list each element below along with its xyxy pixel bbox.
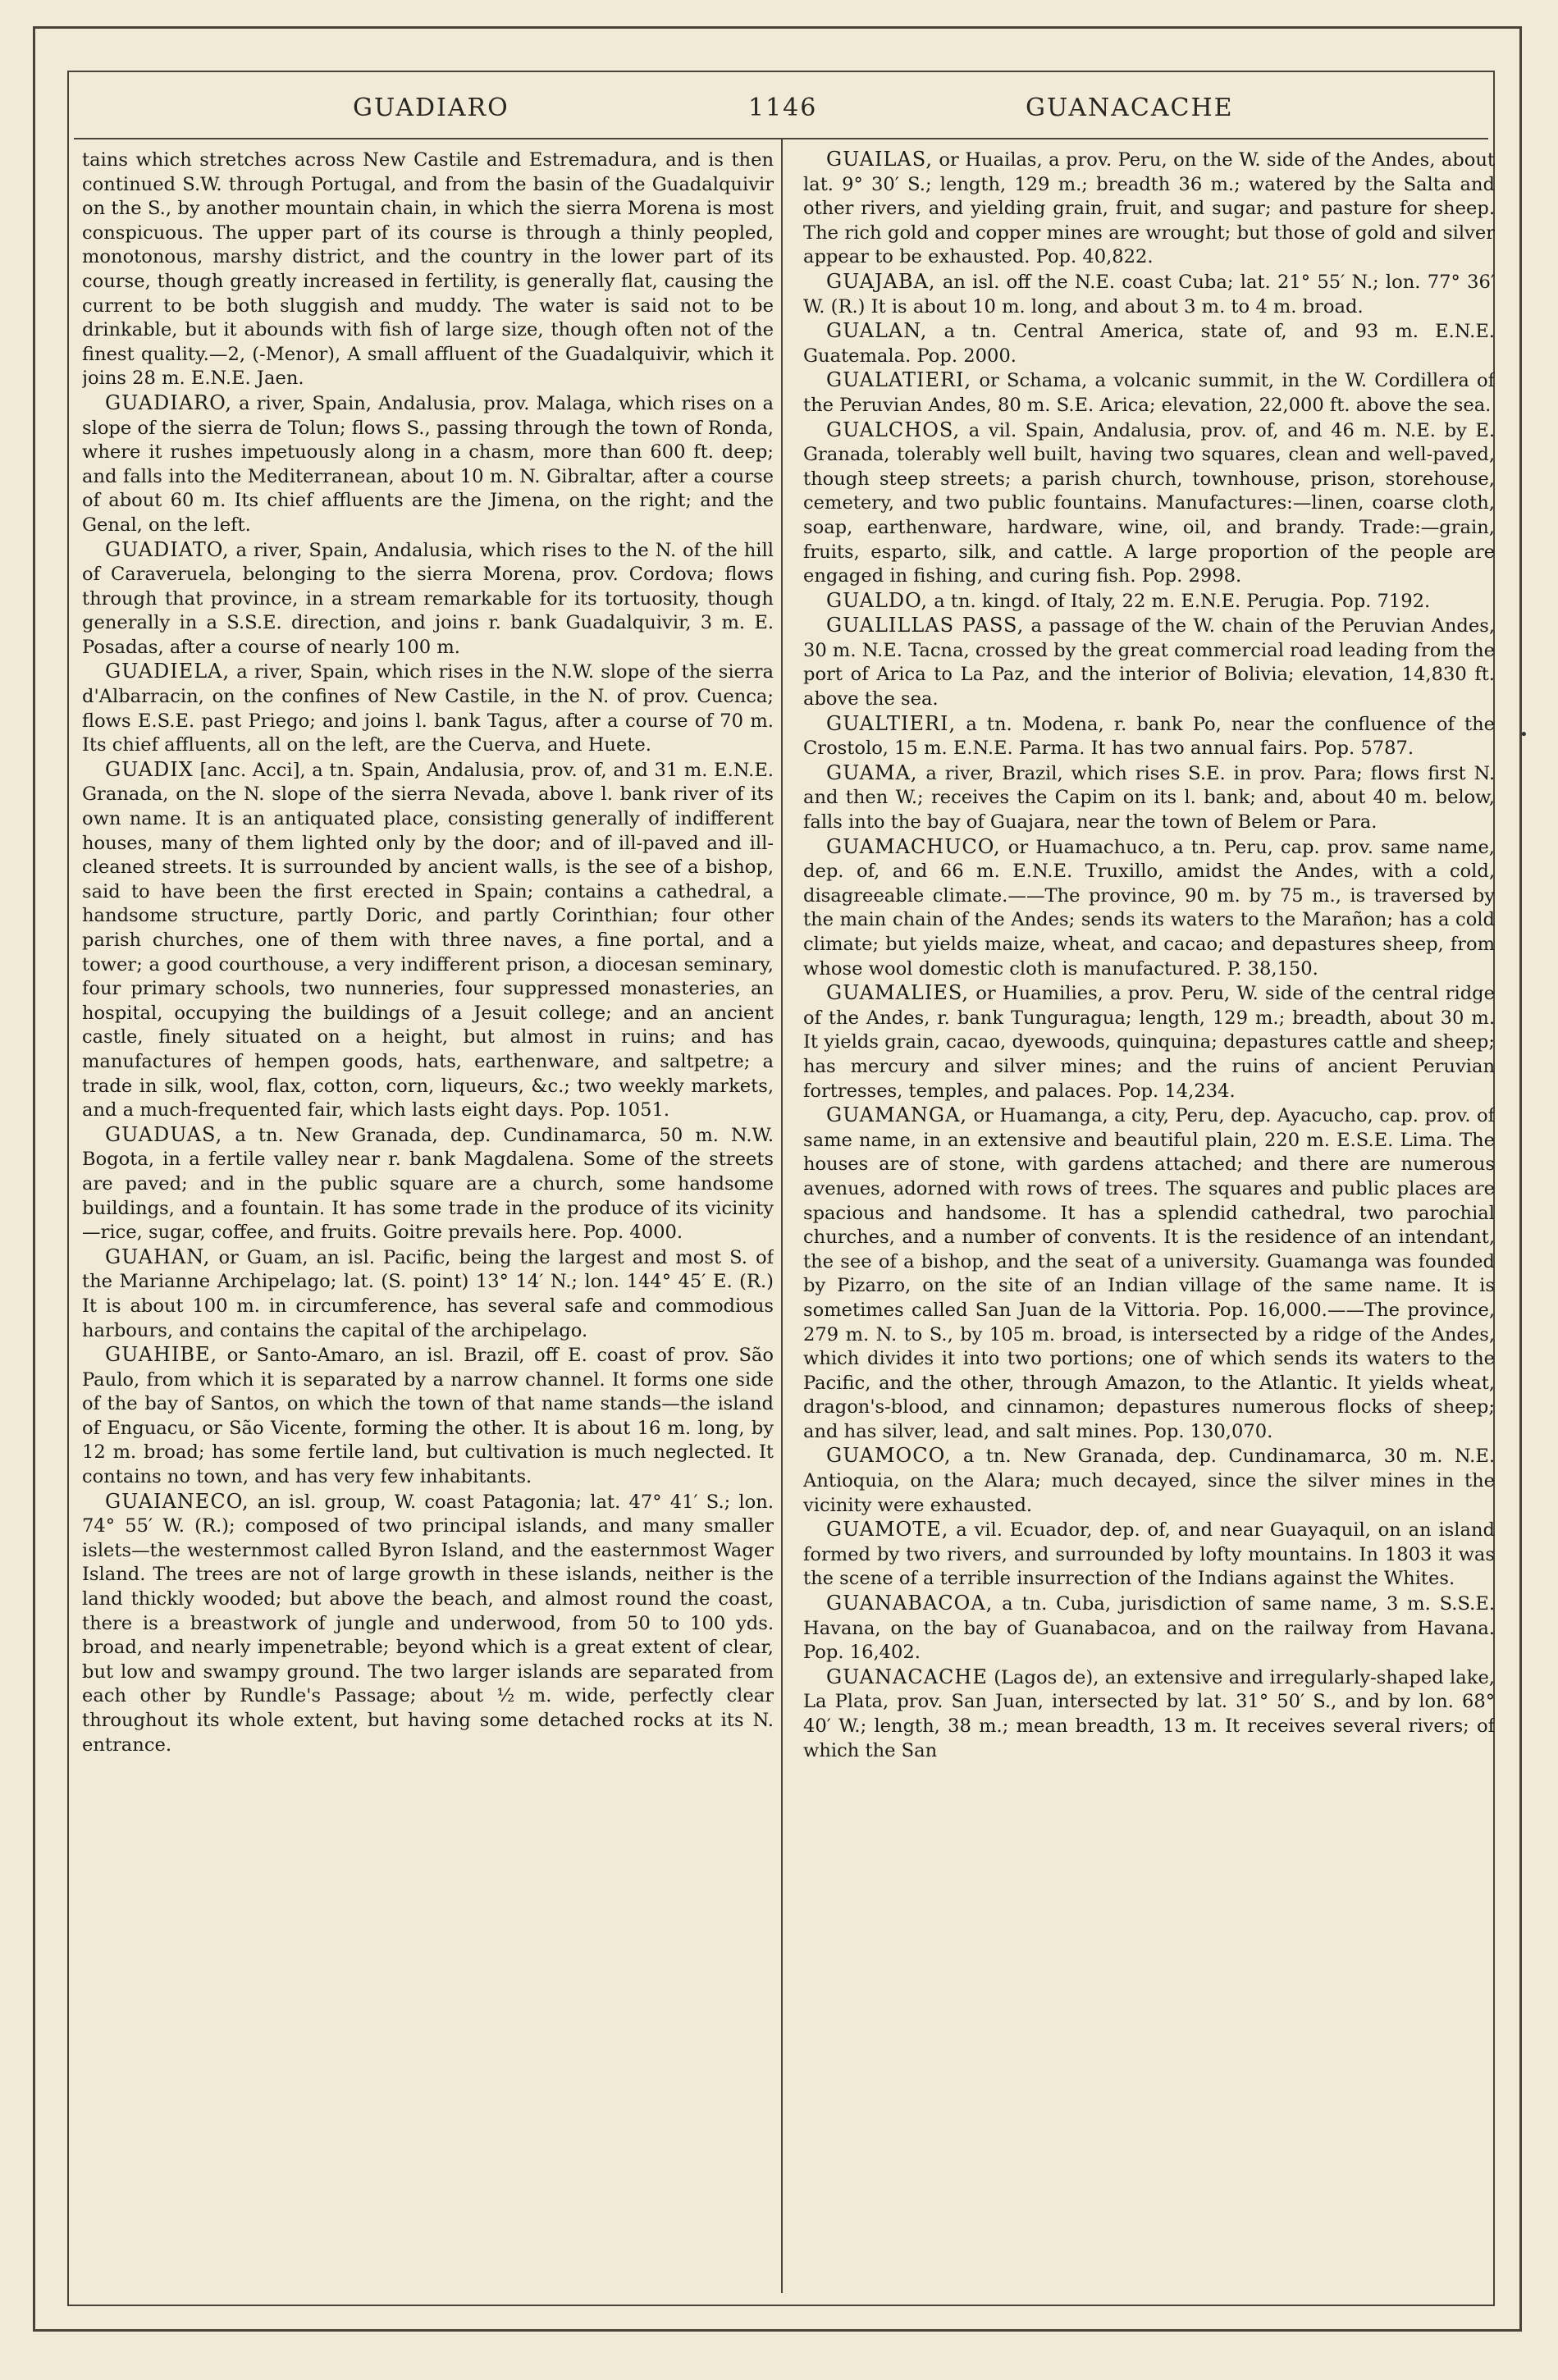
entry — [803, 1518, 1495, 1592]
entry — [803, 368, 1495, 418]
entry-text: or Huamilies, a prov. Peru, W. side of the central ridge of the Andes, r. bank Tunguragua; length, 129 m.; breadth, about 30 m. It yields grain, cacao, dyewoods, quinquina; depastures cattle and sheep; has mercury and silver mines; and the ruins of ancient Peruvian fortresses, temples, and palaces. Pop. 14,234. — [803, 983, 1495, 1102]
entry-headword: GUADIATO, — [105, 537, 230, 561]
entry — [82, 1245, 774, 1343]
entry-text: a vil. Ecuador, dep. of, and near Guayaquil, on an island formed by two rivers, and surrounded by lofty mountains. In 1803 it was the scene of a terrible insurrection of the Indians against the Whites. — [803, 1519, 1495, 1590]
entry-headword: GUANACACHE — [826, 1665, 988, 1688]
entry-headword: GUALATIERI, — [826, 368, 972, 392]
entry-text: or Santo-Amaro, an isl. Brazil, off E. coast of prov. São Paulo, from which it is separated by a narrow channel. It forms one side of the bay of Santos, on which the town of that name stands—the island of Enguacu, or São Vicente, forming the other. It is about 16 m. long, by 12 m. broad; has some fertile land, but cultivation is much neglected. It contains no town, and has very few inhabitants. — [82, 1345, 774, 1488]
entry — [82, 1123, 774, 1245]
entry-text: a tn. Cuba, jurisdiction of same name, 3 m. S.S.E. Havana, on the bay of Guanabacoa, and on the railway from Havana. Pop. 16,402. — [803, 1593, 1495, 1664]
entry-text: or Schama, a volcanic summit, in the W. Cordillera of the Peruvian Andes, 80 m. S.E. Arica; elevation, 22,000 ft. above the sea. — [803, 370, 1495, 416]
entry-headword: GUADIARO, — [105, 391, 233, 414]
entry-headword: GUALAN, — [826, 319, 928, 343]
entry — [803, 981, 1495, 1103]
entry — [803, 589, 1495, 614]
right-column — [803, 148, 1495, 2293]
entry — [82, 1343, 774, 1490]
entry-text: (Lagos de), an extensive and irregularly-shaped lake, La Plata, prov. San Juan, intersected by lat. 31° 50′ S., and by lon. 68° 40′ W.; length, 38 m.; mean breadth, 13 m. It receives several rivers; of which the San — [803, 1666, 1495, 1761]
entry-text: a tn. kingd. of Italy, 22 m. E.N.E. Perugia. Pop. 7192. — [934, 590, 1431, 612]
entry-text: an isl. group, W. coast Patagonia; lat. 47° 41′ S.; lon. 74° 55′ W. (R.); composed of two principal islands, and many smaller islets—the westernmost called Byron Island, and the easternmost Wager Island. The trees are not of large growth in these islands, neither is the land thickly wooded; but above the beach, and almost round the coast, there is a breastwork of jungle and underwood, from 50 to 100 yds. broad, and nearly impenetrable; beyond which is a great extent of clear, but low and swampy ground. The two larger islands are separated from each other by Rundle's Passage; about ½ m. wide, perfectly clear throughout its whole extent, but having some detached rocks at its N. entrance. — [82, 1491, 774, 1756]
entry-text: [anc. Acci], a tn. Spain, Andalusia, prov. of, and 31 m. E.N.E. Granada, on the N. slope of the sierra Nevada, above l. bank river of its own name. It is an antiquated place, consisting generally of indifferent houses, many of them lighted only by the door; and of ill-paved and ill-cleaned streets. It is surrounded by ancient walls, is the see of a bishop, said to have been the first erected in Spain; contains a cathedral, a handsome structure, partly Doric, and partly Corinthian; four other parish churches, one of them with three naves, a fine portal, and a tower; a good courthouse, a very indifferent prison, a diocesan seminary, four primary schools, two nunneries, four suppressed monasteries, an hospital, occupying the buildings of a Jesuit college; and an ancient castle, finely situated on a height, but almost in ruins; and has manufactures of hempen goods, hats, earthenware, and saltpetre; a trade in silk, wool, flax, cotton, corn, liqueurs, &c.; two weekly markets, and a much-frequented fair, which lasts eight days. Pop. 1051. — [82, 759, 774, 1121]
entry-text: or Guam, an isl. Pacific, being the largest and most S. of the Marianne Archipelago; lat. (S. point) 13° 14′ N.; lon. 144° 45′ E. (R.) It is about 100 m. in circumference, has several safe and commodious harbours, and contains the capital of the archipelago. — [82, 1246, 774, 1341]
entry — [803, 319, 1495, 368]
entry-text: a river, Spain, Andalusia, prov. Malaga, which rises on a slope of the sierra de Tolun; flows S., passing through the town of Ronda, where it rushes impetuously along in a chasm, more than 600 ft. deep; and falls into the Mediterranean, about 10 m. N. Gibraltar, after a course of about 60 m. Its chief affluents are the Jimena, on the right; and the Genal, on the left. — [82, 392, 774, 536]
entry — [82, 391, 774, 538]
entry — [803, 418, 1495, 589]
entry-headword: GUAMA, — [826, 761, 918, 784]
entry-headword: GUAMACHUCO, — [826, 834, 1001, 858]
entry — [82, 660, 774, 757]
entry — [803, 148, 1495, 270]
entry-headword: GUALCHOS, — [826, 418, 961, 441]
entry — [803, 1444, 1495, 1518]
margin-dot-mark: • — [1519, 726, 1528, 743]
entry-text: a tn. Modena, r. bank Po, near the confluence of the Crostolo, 15 m. E.N.E. Parma. It has two annual fairs. Pop. 5787. — [803, 713, 1495, 760]
entry — [82, 758, 774, 1123]
entry-headword: GUAHAN, — [105, 1245, 211, 1268]
entry — [82, 1490, 774, 1758]
entry-text: a vil. Spain, Andalusia, prov. of, and 46 m. N.E. by E. Granada, tolerably well built, having two squares, clean and well-paved, though steep streets; a parish church, townhouse, prison, storehouse, cemetery, and two public fountains. Manufactures:—linen, coarse cloth, soap, earthenware, hardware, wine, oil, and brandy. Trade:—grain, fruits, esparto, silk, and cattle. A large proportion of the people are engaged in fishing, and curing fish. Pop. 2998. — [803, 419, 1495, 587]
entry-headword: GUAMANGA, — [826, 1103, 968, 1127]
entry-headword: GUADIELA, — [105, 660, 231, 683]
page-number: 1146 — [748, 94, 818, 122]
column-divider — [781, 139, 783, 2293]
entry-headword: GUAIANECO, — [105, 1489, 249, 1513]
header-left-guideword: GUADIARO — [353, 94, 509, 122]
entry-headword: GUANABACOA, — [826, 1592, 994, 1615]
entry-headword: GUAMOCO, — [826, 1444, 952, 1468]
entry-headword: GUAMALIES, — [826, 981, 970, 1005]
entry-headword: GUAJABA, — [826, 269, 936, 293]
entry — [803, 761, 1495, 835]
entry — [803, 1592, 1495, 1665]
entry-text: tains which stretches across New Castile and Estremadura, and is then continued S.W. through Portugal, and from the basin of the Guadalquivir on the S., by another mountain chain, in which the sierra Morena is most conspicuous. The upper part of its course is through a thinly peopled, monotonous, marshy district, and the country in the lower part of its course, though greatly increased in fertility, is generally flat, causing the current to be both sluggish and muddy. The water is said not to be drinkable, but it abounds with fish of large size, though often not of the finest quality.—2, (-Menor), A small affluent of the Guadalquivir, which it joins 28 m. E.N.E. Jaen. — [82, 149, 774, 390]
entry-text: a river, Spain, Andalusia, which rises to the N. of the hill of Caraveruela, belonging to the sierra Morena, prov. Cordova; flows through that province, in a stream remarkable for its tortuosity, though generally in a S.S.E. direction, and joins r. bank Guadalquivir, 3 m. E. Posadas, after a course of nearly 100 m. — [82, 539, 774, 658]
entry-text: a tn. New Granada, dep. Cundinamarca, 30 m. N.E. Antioquia, on the Alara; much decayed, since the silver mines in the vicinity were exhausted. — [803, 1446, 1495, 1516]
entry-headword: GUAILAS, — [826, 148, 933, 171]
entry-headword: GUALTIERI, — [826, 711, 957, 735]
entry-headword: GUADUAS, — [105, 1122, 223, 1146]
entry — [82, 148, 774, 391]
entry-text: a passage of the W. chain of the Peruvian Andes, 30 m. N.E. Tacna, crossed by the great commercial road leading from the port of Arica to La Paz, and the interior of Bolivia; elevation, 14,830 ft. above the sea. — [803, 615, 1495, 710]
entry-text: a river, Spain, which rises in the N.W. slope of the sierra d'Albarracin, on the confines of New Castile, in the N. of prov. Cuenca; flows E.S.E. past Priego; and joins l. bank Tagus, after a course of 70 m. Its chief affluents, all on the left, are the Cuerva, and Huete. — [82, 661, 774, 756]
left-column — [82, 148, 774, 2293]
entry — [803, 712, 1495, 761]
entry — [803, 270, 1495, 319]
entry — [803, 1103, 1495, 1444]
entry — [803, 835, 1495, 982]
entry-text: a tn. New Granada, dep. Cundinamarca, 50 m. N.W. Bogota, in a fertile valley near r. bank Magdalena. Some of the streets are paved; and in the public square are a church, some handsome buildings, and a fountain. It has some trade in the produce of its vicinity—rice, sugar, coffee, and fruits. Goitre prevails here. Pop. 4000. — [82, 1124, 774, 1244]
entry — [82, 538, 774, 660]
entry-headword: GUALDO, — [826, 588, 929, 612]
entry-text: a river, Brazil, which rises S.E. in prov. Para; flows first N. and then W.; receives the Capim on its l. bank; and, about 40 m. below, falls into the bay of Guajara, near the town of Belem or Para. — [803, 762, 1495, 834]
entry-text: an isl. off the N.E. coast Cuba; lat. 21° 55′ N.; lon. 77° 36′ W. (R.) It is about 10 m. long, and about 3 m. to 4 m. broad. — [803, 271, 1495, 317]
entry-headword: GUAMOTE, — [826, 1518, 949, 1542]
header-right-guideword: GUANACACHE — [1026, 94, 1234, 122]
entry-headword: GUADIX — [105, 757, 194, 781]
entry-headword: GUALILLAS PASS, — [826, 614, 1025, 637]
entry-headword: GUAHIBE, — [105, 1343, 218, 1367]
running-header — [74, 89, 1488, 135]
entry-text: or Huamachuco, a tn. Peru, cap. prov. same name, dep. of, and 66 m. E.N.E. Truxillo, amidst the Andes, with a cold, disagreeable climate.——The province, 90 m. by 75 m., is traversed by the main chain of the Andes; sends its waters to the Marañon; has a cold climate; but yields maize, wheat, and cacao; and depastures sheep, from whose wool domestic cloth is manufactured. P. 38,150. — [803, 836, 1495, 980]
entry-text: or Huamanga, a city, Peru, dep. Ayacucho, cap. prov. of same name, in an extensive and beautiful plain, 220 m. E.S.E. Lima. The houses are of stone, with gardens attached; and there are numerous avenues, adorned with rows of trees. The squares and public places are spacious and handsome. It has a splendid cathedral, two parochial churches, and a number of convents. It is the residence of an intendant, the see of a bishop, and the seat of a university. Guamanga was founded by Pizarro, on the site of an Indian village of the same name. It is sometimes called San Juan de la Vittoria. Pop. 16,000.——The province, 279 m. N. to S., by 105 m. broad, is intersected by a ridge of the Andes, which divides it into two portions; one of which sends its waters to the Pacific, and the other, through Amazon, to the Atlantic. It yields wheat, dragon's-blood, and cinnamon; depastures numerous flocks of sheep; and has silver, lead, and salt mines. Pop. 130,070. — [803, 1105, 1495, 1442]
entry — [803, 1665, 1495, 1763]
entry-text: a tn. Central America, state of, and 93 m. E.N.E. Guatemala. Pop. 2000. — [803, 321, 1495, 367]
entry-text: or Huailas, a prov. Peru, on the W. side of the Andes, about lat. 9° 30′ S.; length, 129 m.; breadth 36 m.; watered by the Salta and other rivers, and yielding grain, fruit, and sugar; and pasture for sheep. The rich gold and copper mines are wrought; but those of gold and silver appear to be exhausted. Pop. 40,822. — [803, 149, 1495, 268]
entry — [803, 614, 1495, 711]
